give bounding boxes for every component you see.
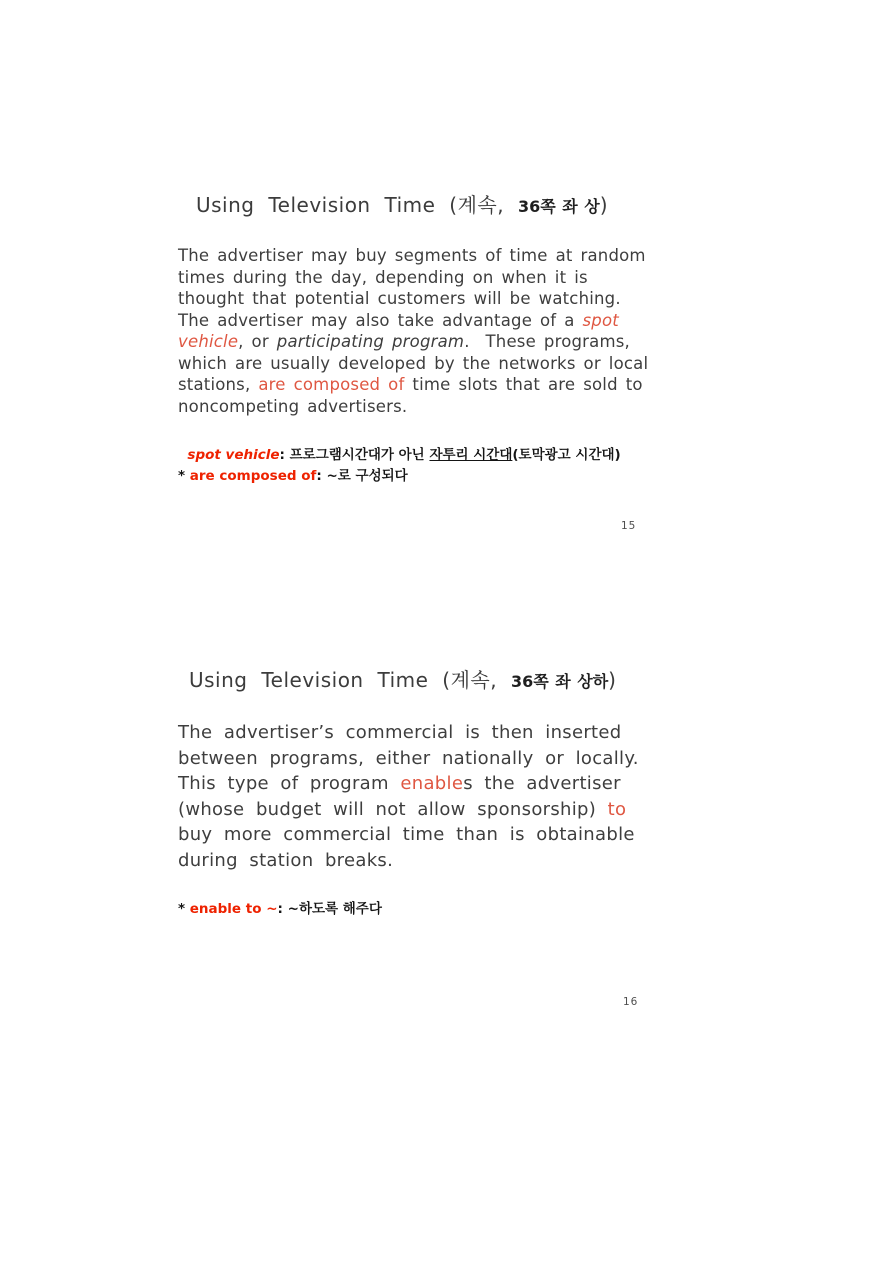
page-number: 16 (623, 996, 639, 1008)
text-segment: enable to ~ (189, 901, 278, 917)
text-segment: The advertiser may also take advantage of a (178, 310, 583, 330)
text-segment: vehicle (178, 332, 239, 351)
page-number: 15 (621, 520, 637, 532)
text-line (178, 722, 639, 748)
text-segment: to (607, 798, 627, 820)
text-segment: Using Television Time (계속, (196, 193, 518, 217)
text-segment: participating program (276, 332, 465, 351)
text-segment: thought that potential customers will be watching. (178, 289, 621, 308)
text-line (178, 332, 648, 354)
text-line (178, 246, 648, 268)
text-segment: (whose budget will not allow sponsorship) (178, 798, 608, 820)
text-line (178, 443, 621, 464)
text-segment: noncompeting advertisers. (178, 396, 408, 416)
text-segment: The advertiser may buy segments of time at random (178, 246, 646, 265)
text-segment: ) (608, 668, 617, 692)
text-line (178, 748, 639, 774)
text-segment: s the advertiser (463, 773, 621, 795)
text-segment: * (178, 467, 190, 484)
text-segment: * (178, 901, 190, 917)
text-segment: buy more commercial time than is obtainable (178, 824, 635, 846)
slide-title (189, 664, 617, 692)
text-segment: times during the day, depending on when it is (178, 267, 588, 287)
text-segment: Using Television Time (계속, (189, 668, 511, 692)
text-segment: spot vehicle (187, 447, 280, 463)
text-segment: spot (582, 310, 619, 330)
vocab-notes (178, 897, 382, 918)
text-line (178, 354, 648, 376)
text-segment: This type of program (178, 773, 401, 795)
text-segment: stations, (178, 375, 259, 394)
text-line (178, 773, 639, 799)
text-line (189, 664, 617, 692)
text-line (178, 824, 639, 850)
text-segment: between programs, either nationally or locally. (178, 747, 639, 769)
text-segment: are composed of (258, 375, 405, 394)
text-line (178, 268, 648, 290)
text-line (178, 799, 639, 825)
text-segment: 자투리 시간대 (429, 447, 513, 463)
vocab-notes (178, 443, 621, 484)
text-segment: 36쪽 좌 상하 (510, 672, 609, 691)
text-line (178, 375, 648, 397)
text-segment: during station breaks. (178, 849, 394, 871)
text-segment: enable (400, 773, 464, 795)
text-segment: time slots that are sold to (404, 375, 643, 394)
text-segment: which are usually developed by the networks or local (178, 353, 649, 373)
text-segment: are composed of (189, 467, 317, 484)
text-segment: : ~하도록 해주다 (277, 901, 382, 917)
text-segment: : 프로그램시간대가 아닌 (279, 447, 430, 463)
text-line (178, 850, 639, 876)
text-line (178, 464, 621, 485)
slide-body-paragraph (178, 722, 639, 876)
text-line (178, 289, 648, 311)
text-segment: 36쪽 좌 상 (517, 197, 600, 216)
text-line (178, 897, 382, 918)
text-line (178, 397, 648, 419)
text-segment: The advertiser’s commercial is then inserted (178, 722, 622, 743)
text-line (196, 189, 609, 217)
text-segment: ) (599, 193, 609, 217)
text-segment: . These programs, (464, 332, 630, 351)
text-line (178, 311, 648, 333)
text-segment: , or (238, 332, 277, 351)
slide-title (196, 189, 609, 217)
slide-body-paragraph (178, 246, 648, 418)
text-segment: : ~로 구성되다 (316, 467, 408, 484)
text-segment (178, 447, 187, 463)
text-segment: (토막광고 시간대) (512, 447, 621, 463)
